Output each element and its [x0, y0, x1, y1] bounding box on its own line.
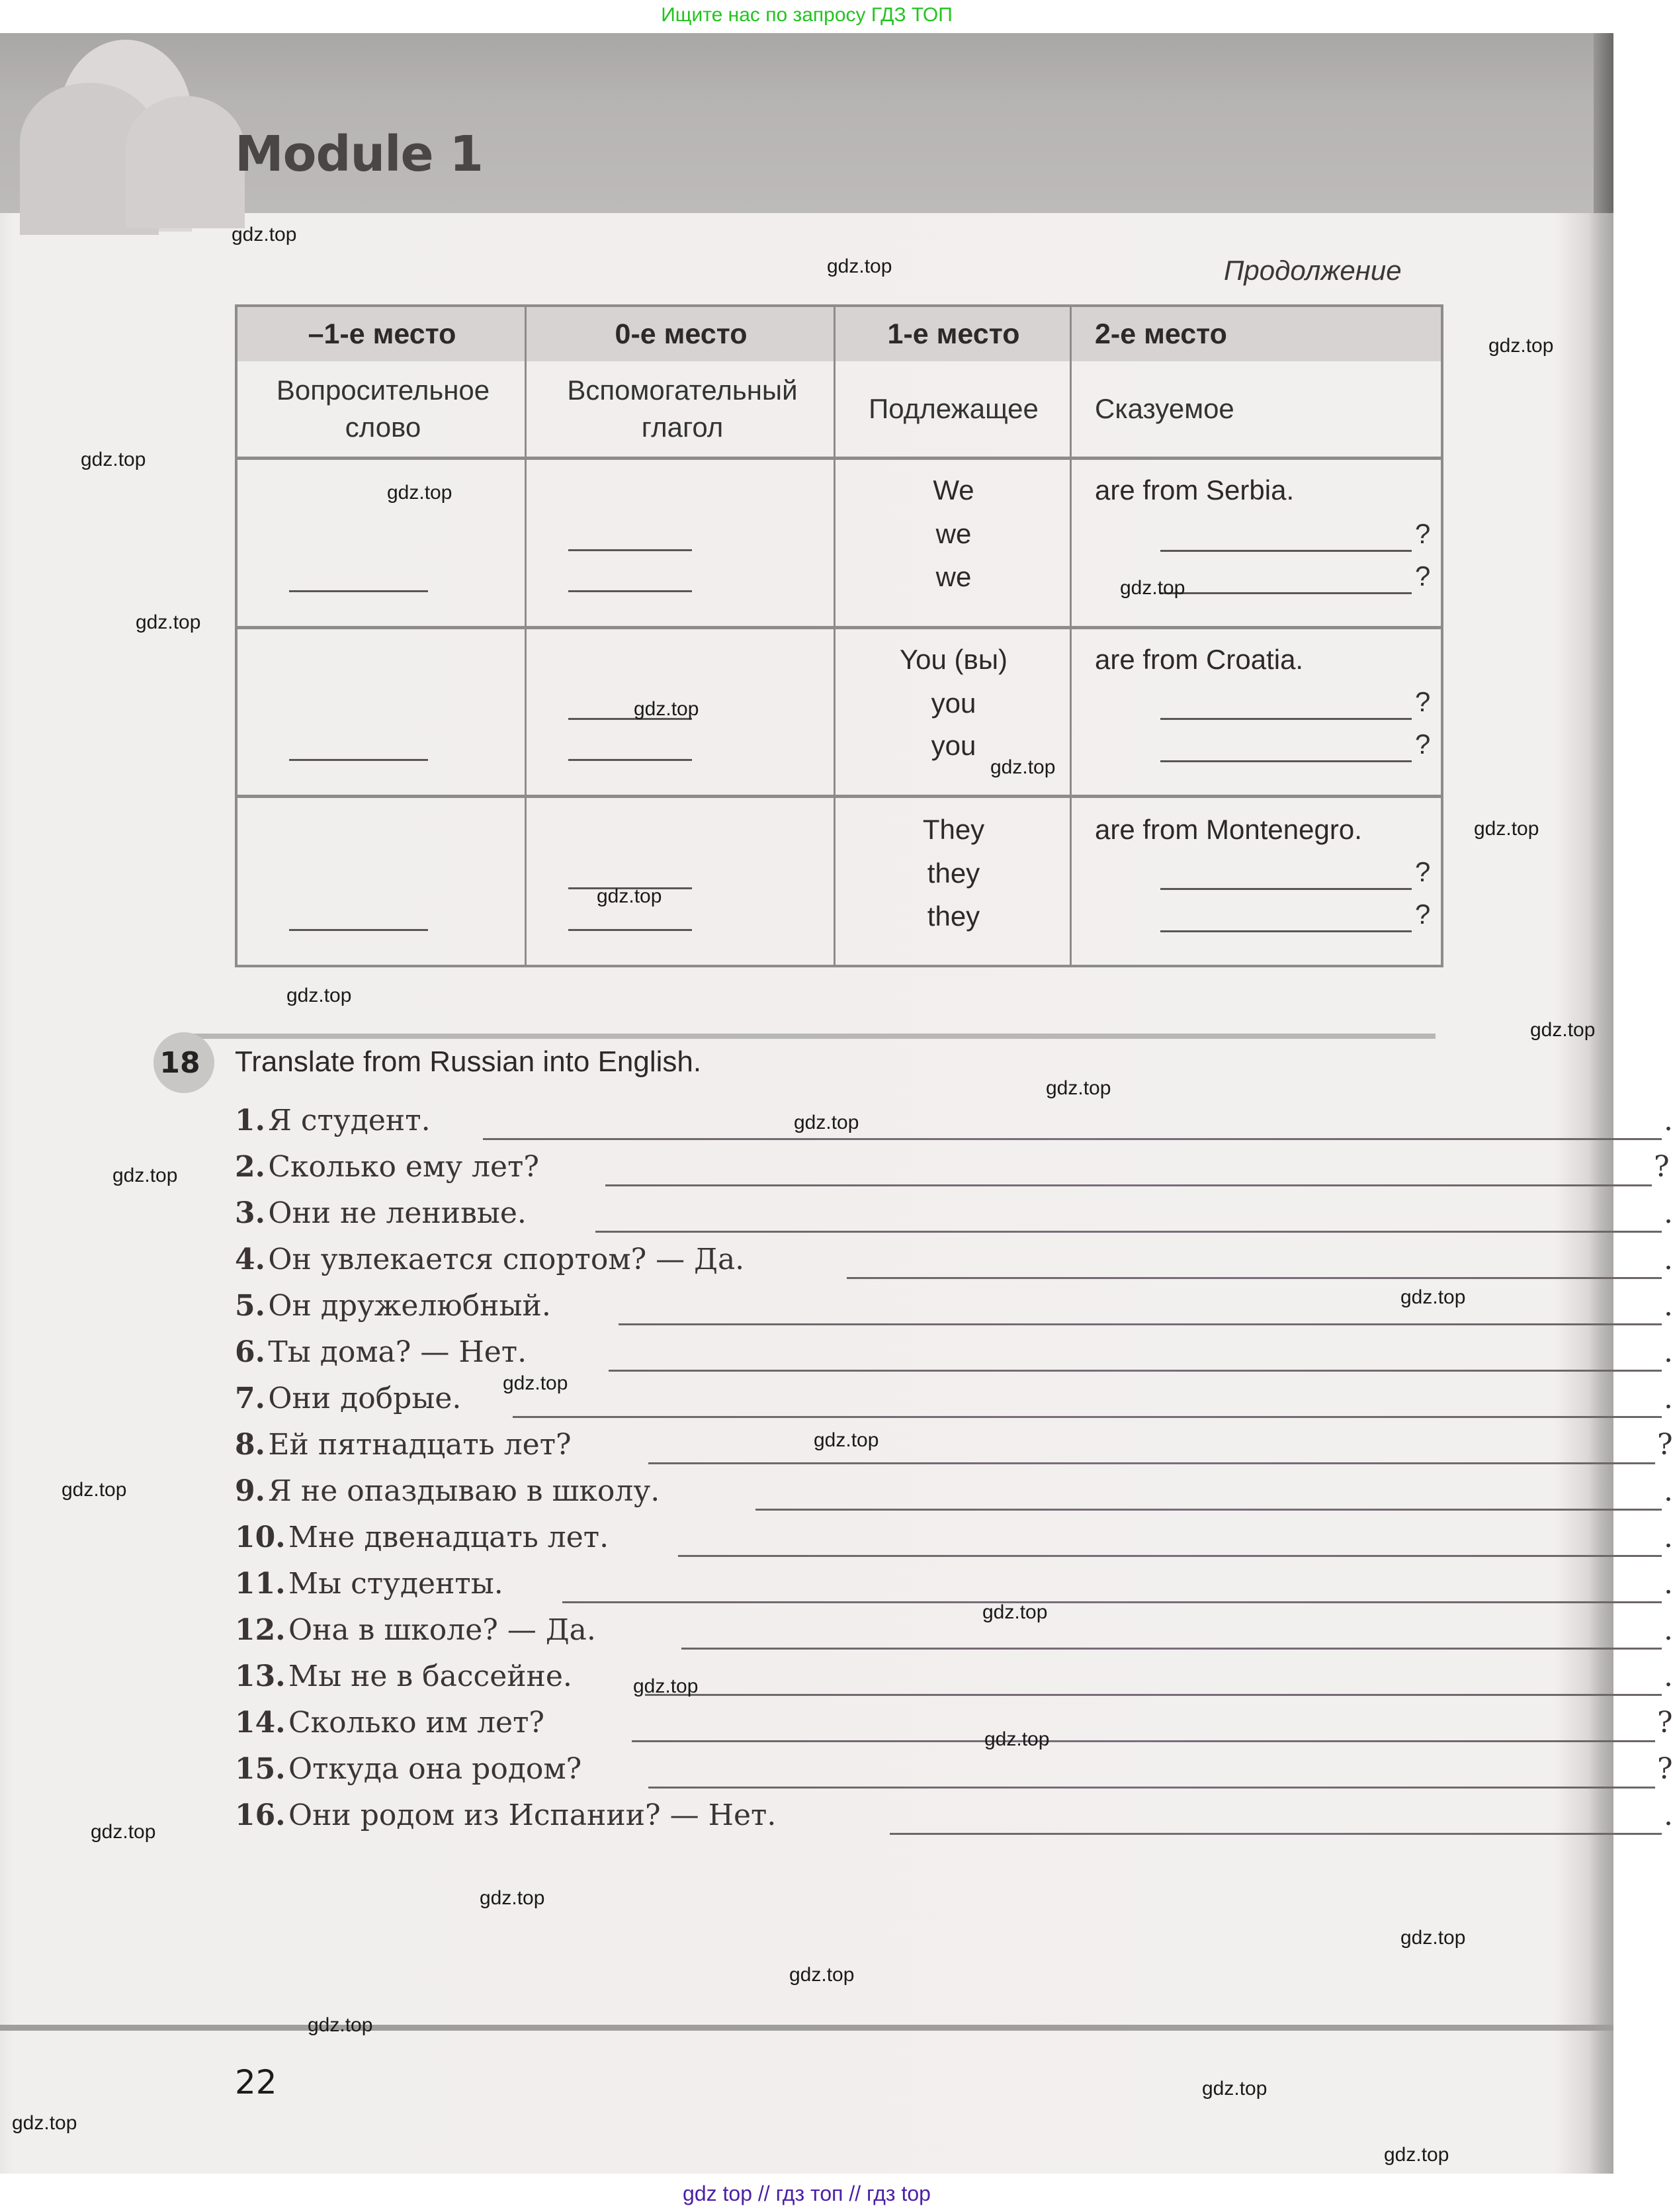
item-end-punctuation: ? [1657, 1752, 1673, 1786]
subject-text: we [935, 518, 972, 549]
item-russian-text: Ей пятнадцать лет? [268, 1428, 572, 1462]
watermark-text: gdz.top [1488, 335, 1554, 357]
item-end-punctuation: . [1664, 1382, 1673, 1415]
list-item [235, 1798, 1673, 1845]
item-russian-text: Он увлекается спортом? — Да. [268, 1243, 745, 1276]
item-russian-text: Мы не в бассейне. [288, 1659, 572, 1693]
question-word-blank[interactable] [289, 929, 428, 931]
exercise-number-badge: 18 [153, 1032, 214, 1093]
answer-line[interactable] [609, 1370, 1662, 1372]
question-mark: ? [1415, 899, 1431, 930]
question-mark: ? [1415, 856, 1431, 887]
subject-text: you [931, 687, 976, 719]
item-number: 3. [235, 1196, 265, 1230]
list-item [235, 1335, 1673, 1382]
page-number: 22 [235, 2063, 277, 2101]
item-russian-text: Сколько им лет? [288, 1706, 545, 1740]
item-number: 13. [235, 1659, 286, 1693]
watermark-text: gdz.top [387, 482, 452, 504]
auxiliary-verb-blank[interactable] [568, 759, 692, 761]
item-number: 8. [235, 1428, 265, 1462]
list-item [235, 1613, 1673, 1659]
watermark-text: gdz.top [597, 885, 662, 907]
decorative-petal [126, 96, 245, 228]
item-number: 5. [235, 1289, 265, 1323]
subject-text: we [935, 561, 972, 592]
answer-line[interactable] [648, 1462, 1655, 1464]
list-item [235, 1752, 1673, 1798]
item-russian-text: Сколько ему лет? [268, 1150, 539, 1184]
answer-line[interactable] [648, 1787, 1655, 1789]
item-end-punctuation: . [1664, 1243, 1673, 1276]
subject-text: We [933, 474, 974, 506]
auxiliary-verb-blank[interactable] [568, 929, 692, 931]
subject-text: they [927, 858, 980, 889]
question-word-blank[interactable] [289, 759, 428, 761]
item-end-punctuation: . [1664, 1196, 1673, 1230]
item-end-punctuation: . [1664, 1289, 1673, 1323]
list-item [235, 1474, 1673, 1521]
predicate-blank[interactable] [1160, 718, 1412, 720]
bottom-banner: gdz top // гдз топ // гдз top [0, 2177, 1613, 2212]
watermark-text: gdz.top [634, 698, 699, 720]
list-item [235, 1289, 1673, 1335]
watermark-text: gdz.top [112, 1165, 178, 1186]
watermark-text: gdz.top [789, 1964, 855, 1986]
watermark-text: gdz.top [1120, 577, 1185, 599]
watermark-text: gdz.top [1530, 1019, 1596, 1041]
watermark-text: gdz.top [12, 2112, 77, 2134]
item-number: 7. [235, 1382, 265, 1415]
item-number: 1. [235, 1104, 265, 1137]
module-header-band [0, 33, 1613, 213]
question-mark: ? [1415, 518, 1431, 549]
list-item [235, 1243, 1673, 1289]
watermark-text: gdz.top [990, 756, 1056, 778]
list-item [235, 1567, 1673, 1613]
watermark-text: gdz.top [827, 255, 892, 277]
subject-text: You (вы) [899, 644, 1008, 675]
watermark-text: gdz.top [480, 1887, 545, 1909]
answer-line[interactable] [632, 1740, 1655, 1742]
watermark-text: gdz.top [286, 985, 352, 1006]
predicate-blank[interactable] [1160, 930, 1412, 932]
watermark-text: gdz.top [1400, 1286, 1466, 1308]
answer-line[interactable] [513, 1416, 1662, 1418]
watermark-text: gdz.top [633, 1675, 699, 1697]
list-item [235, 1521, 1673, 1567]
item-russian-text: Я не опаздываю в школу. [268, 1474, 660, 1508]
predicate-text: are from Montenegro. [1095, 814, 1362, 845]
item-end-punctuation: . [1664, 1104, 1673, 1137]
predicate-blank[interactable] [1160, 550, 1412, 552]
watermark-text: gdz.top [232, 224, 297, 245]
item-russian-text: Он дружелюбный. [268, 1289, 551, 1323]
item-number: 2. [235, 1150, 265, 1184]
module-title: Module 1 [235, 126, 483, 183]
top-banner: Ищите нас по запросу ГДЗ ТОП [0, 0, 1613, 32]
item-end-punctuation: . [1664, 1335, 1673, 1369]
header-1-place: 1-е место [887, 318, 1020, 350]
item-end-punctuation: . [1664, 1567, 1673, 1601]
item-number: 9. [235, 1474, 265, 1508]
list-item [235, 1196, 1673, 1243]
watermark-text: gdz.top [982, 1601, 1048, 1623]
subject-text: They [922, 814, 985, 845]
watermark-text: gdz.top [1384, 2144, 1449, 2166]
header-minus1-place: –1-е место [308, 318, 456, 350]
item-russian-text: Я студент. [268, 1104, 431, 1137]
item-end-punctuation: . [1664, 1798, 1673, 1832]
item-russian-text: Она в школе? — Да. [288, 1613, 596, 1647]
item-russian-text: Мы студенты. [288, 1567, 503, 1601]
item-end-punctuation: . [1664, 1659, 1673, 1693]
exercise-divider [192, 1034, 1436, 1039]
item-end-punctuation: ? [1654, 1150, 1670, 1184]
continuation-label: Продолжение [1224, 255, 1402, 286]
subheader-question-word: Вопросительное слово [276, 375, 490, 443]
subheader-auxiliary-verb: Вспомогательный глагол [567, 375, 798, 443]
item-number: 16. [235, 1798, 286, 1832]
header-2-place: 2-е место [1095, 318, 1227, 350]
subject-text: you [931, 730, 976, 761]
exercise-instruction: Translate from Russian into English. [235, 1045, 702, 1078]
table-row-montenegro [237, 798, 1442, 965]
watermark-text: gdz.top [503, 1372, 568, 1394]
auxiliary-verb-blank[interactable] [568, 549, 692, 551]
item-number: 11. [235, 1567, 286, 1601]
item-number: 6. [235, 1335, 265, 1369]
question-mark: ? [1415, 686, 1431, 717]
watermark-text: gdz.top [91, 1821, 156, 1843]
watermark-text: gdz.top [1202, 2078, 1267, 2100]
watermark-text: gdz.top [794, 1112, 859, 1133]
page-edge-shadow [1594, 33, 1613, 213]
answer-line[interactable] [605, 1184, 1652, 1186]
answer-line[interactable] [619, 1323, 1662, 1325]
subheader-subject: Подлежащее [869, 393, 1039, 424]
auxiliary-verb-blank[interactable] [568, 590, 692, 592]
item-russian-text: Ты дома? — Нет. [268, 1335, 527, 1369]
footer-divider [0, 2025, 1613, 2031]
list-item [235, 1706, 1673, 1752]
header-0-place: 0-е место [615, 318, 748, 350]
answer-line[interactable] [847, 1277, 1662, 1279]
subject-text: they [927, 901, 980, 932]
item-number: 15. [235, 1752, 286, 1786]
watermark-text: gdz.top [62, 1479, 127, 1501]
item-number: 14. [235, 1706, 286, 1740]
item-russian-text: Откуда она родом? [288, 1752, 582, 1786]
item-number: 4. [235, 1243, 265, 1276]
answer-line[interactable] [890, 1833, 1662, 1835]
item-russian-text: Они родом из Испании? — Нет. [288, 1798, 777, 1832]
answer-line[interactable] [681, 1648, 1662, 1650]
predicate-blank[interactable] [1160, 592, 1412, 594]
item-number: 10. [235, 1521, 286, 1554]
item-russian-text: Мне двенадцать лет. [288, 1521, 609, 1554]
item-end-punctuation: . [1664, 1474, 1673, 1508]
table-row-croatia [237, 629, 1442, 795]
item-russian-text: Они добрые. [268, 1382, 462, 1415]
item-number: 12. [235, 1613, 286, 1647]
item-end-punctuation: ? [1657, 1706, 1673, 1740]
watermark-text: gdz.top [984, 1728, 1050, 1750]
predicate-text: are from Croatia. [1095, 644, 1304, 675]
answer-line[interactable] [678, 1555, 1662, 1557]
watermark-text: gdz.top [308, 2014, 373, 2036]
sentence-structure-table [235, 304, 1443, 967]
answer-line[interactable] [595, 1231, 1662, 1233]
answer-line[interactable] [562, 1601, 1662, 1603]
predicate-text: are from Serbia. [1095, 474, 1295, 506]
item-end-punctuation: . [1664, 1521, 1673, 1554]
watermark-text: gdz.top [1474, 818, 1539, 840]
list-item [235, 1659, 1673, 1706]
question-mark: ? [1415, 560, 1431, 592]
predicate-blank[interactable] [1160, 760, 1412, 762]
predicate-blank[interactable] [1160, 888, 1412, 890]
watermark-text: gdz.top [81, 449, 146, 470]
question-mark: ? [1415, 729, 1431, 760]
watermark-text: gdz.top [814, 1429, 879, 1451]
list-item [235, 1150, 1670, 1196]
answer-line[interactable] [645, 1694, 1662, 1696]
question-word-blank[interactable] [289, 590, 428, 592]
answer-line[interactable] [483, 1138, 1662, 1140]
watermark-text: gdz.top [1046, 1077, 1111, 1099]
answer-line[interactable] [755, 1509, 1662, 1511]
watermark-text: gdz.top [1400, 1927, 1466, 1949]
subheader-predicate: Сказуемое [1095, 393, 1234, 424]
item-end-punctuation: ? [1657, 1428, 1673, 1462]
list-item [235, 1382, 1673, 1428]
watermark-text: gdz.top [136, 611, 201, 633]
item-end-punctuation: . [1664, 1613, 1673, 1647]
item-russian-text: Они не ленивые. [268, 1196, 527, 1230]
